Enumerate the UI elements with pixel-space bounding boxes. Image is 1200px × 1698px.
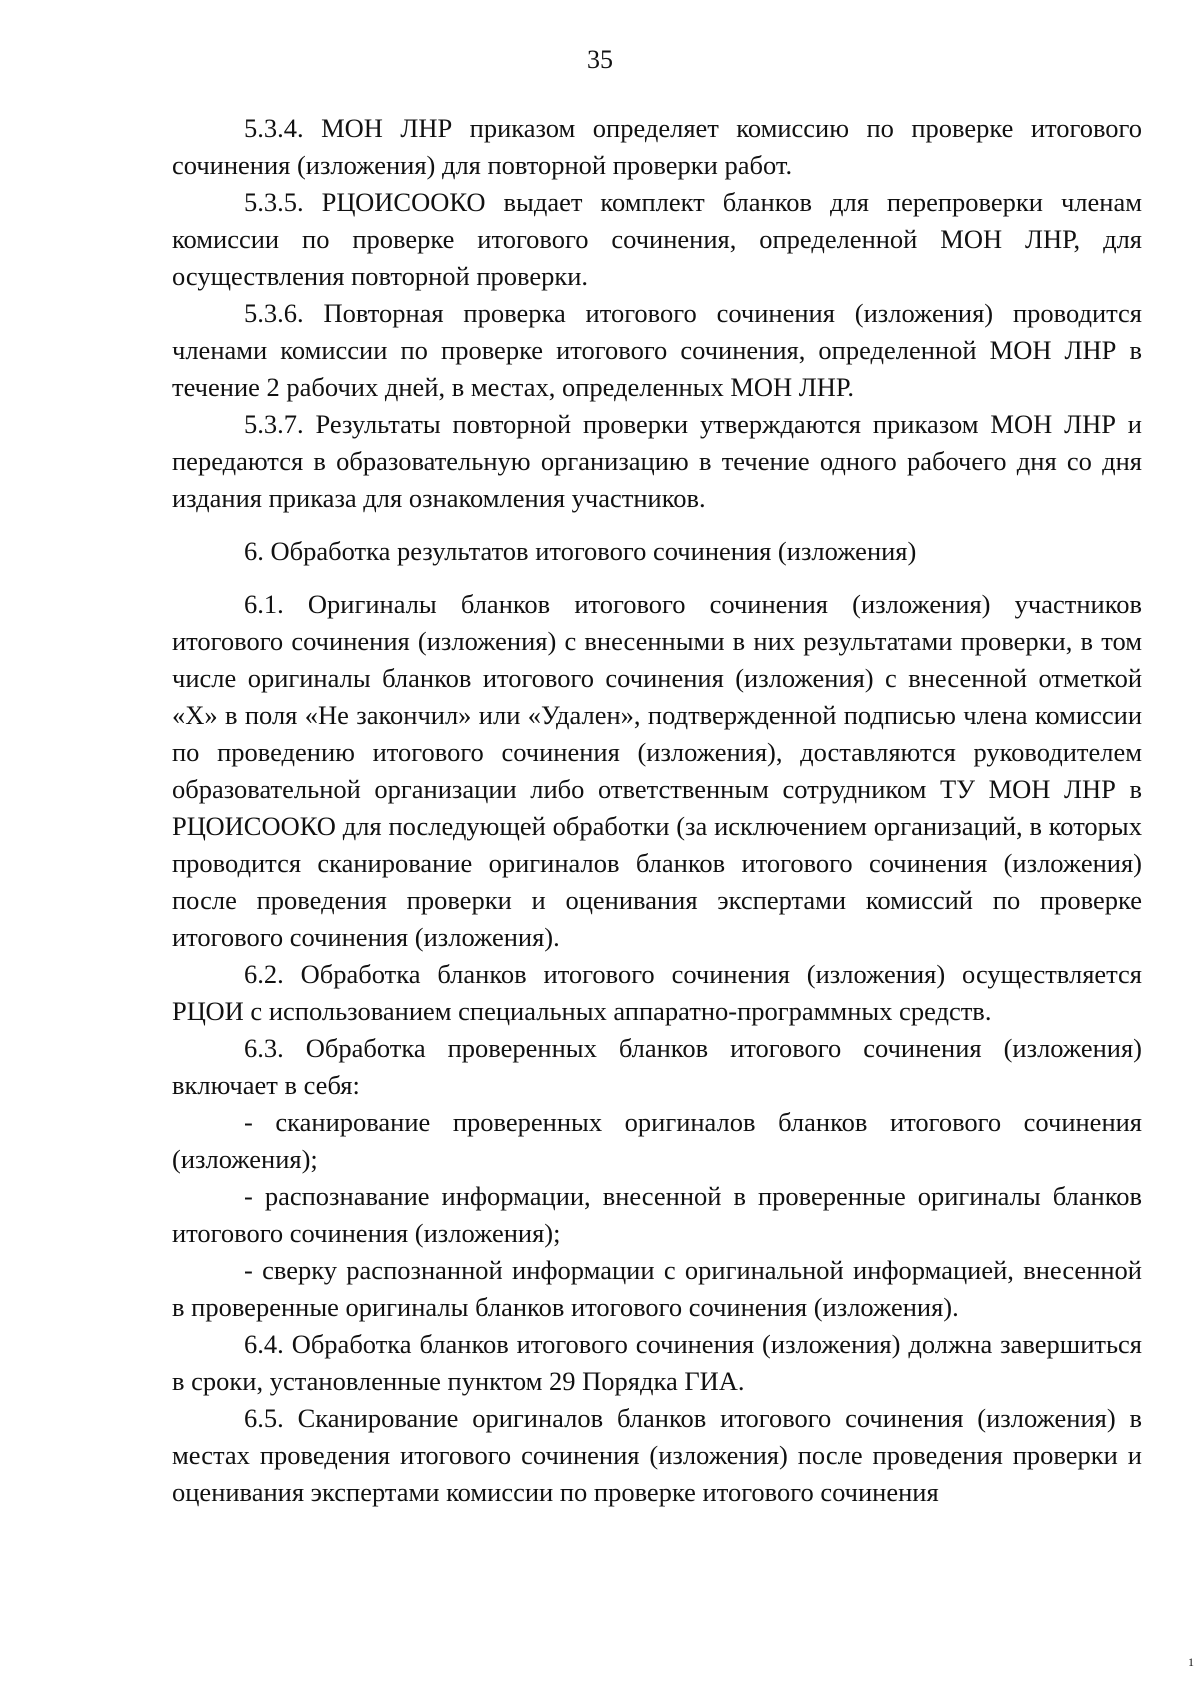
list-item-scanning: - сканирование проверенных оригиналов бланков итогового сочинения (изложения); <box>172 1107 1142 1174</box>
paragraph-5-3-6: 5.3.6. Повторная проверка итогового сочинения (изложения) проводится членами комиссии по проверке итогового сочинения, определенной МОН ЛНР в течение 2 рабочих дней, в местах, определенных МОН ЛНР. <box>172 298 1142 402</box>
list-item-recognition: - распознавание информации, внесенной в проверенные оригиналы бланков итогового сочинения (изложения); <box>172 1181 1142 1248</box>
paragraph-5-3-4: 5.3.4. МОН ЛНР приказом определяет комиссию по проверке итогового сочинения (изложения) для повторной проверки работ. <box>172 113 1142 180</box>
page-number: 35 <box>587 45 613 74</box>
paragraph-6-4: 6.4. Обработка бланков итогового сочинения (изложения) должна завершиться в сроки, установленные пунктом 29 Порядка ГИА. <box>172 1329 1142 1396</box>
document-body <box>172 110 1142 1511</box>
section-heading: 6. Обработка результатов итогового сочинения (изложения) <box>244 536 917 566</box>
paragraph-6-5: 6.5. Сканирование оригиналов бланков итогового сочинения (изложения) в местах проведения итогового сочинения (изложения) после проведения проверки и оценивания экспертами комиссии по проверке итогового сочинения <box>172 1403 1142 1507</box>
paragraph-5-3-5: 5.3.5. РЦОИСООКО выдает комплект бланков для перепроверки членам комиссии по проверке итогового сочинения, определенной МОН ЛНР, для осуществления повторной проверки. <box>172 187 1142 291</box>
paragraph-6-3: 6.3. Обработка проверенных бланков итогового сочинения (изложения) включает в себя: <box>172 1033 1142 1100</box>
list-item-verification: - сверку распознанной информации с оригинальной информацией, внесенной в проверенные оригиналы бланков итогового сочинения (изложения). <box>172 1255 1142 1322</box>
paragraph-6-2: 6.2. Обработка бланков итогового сочинения (изложения) осуществляется РЦОИ с использованием специальных аппаратно-программных средств. <box>172 959 1142 1026</box>
paragraph-6-1: 6.1. Оригиналы бланков итогового сочинения (изложения) участников итогового сочинения (изложения) с внесенными в них результатами проверки, в том числе оригиналы бланков итогового сочинения (изложения) с внесенной отметкой «Х» в поля «Не закончил» или «Удален», подтвержденной подписью члена комиссии по проведению итогового сочинения (изложения), доставляются руководителем образовательной организации либо ответственным сотрудником ТУ МОН ЛНР в РЦОИСООКО для последующей обработки (за исключением организаций, в которых проводится сканирование оригиналов бланков итогового сочинения (изложения) после проведения проверки и оценивания экспертами комиссий по проверке итогового сочинения (изложения). <box>172 589 1142 952</box>
paragraph-5-3-7: 5.3.7. Результаты повторной проверки утверждаются приказом МОН ЛНР и передаются в образовательную организацию в течение одного рабочего дня со дня издания приказа для ознакомления участников. <box>172 409 1142 513</box>
edge-mark: 1 <box>1188 1655 1194 1669</box>
